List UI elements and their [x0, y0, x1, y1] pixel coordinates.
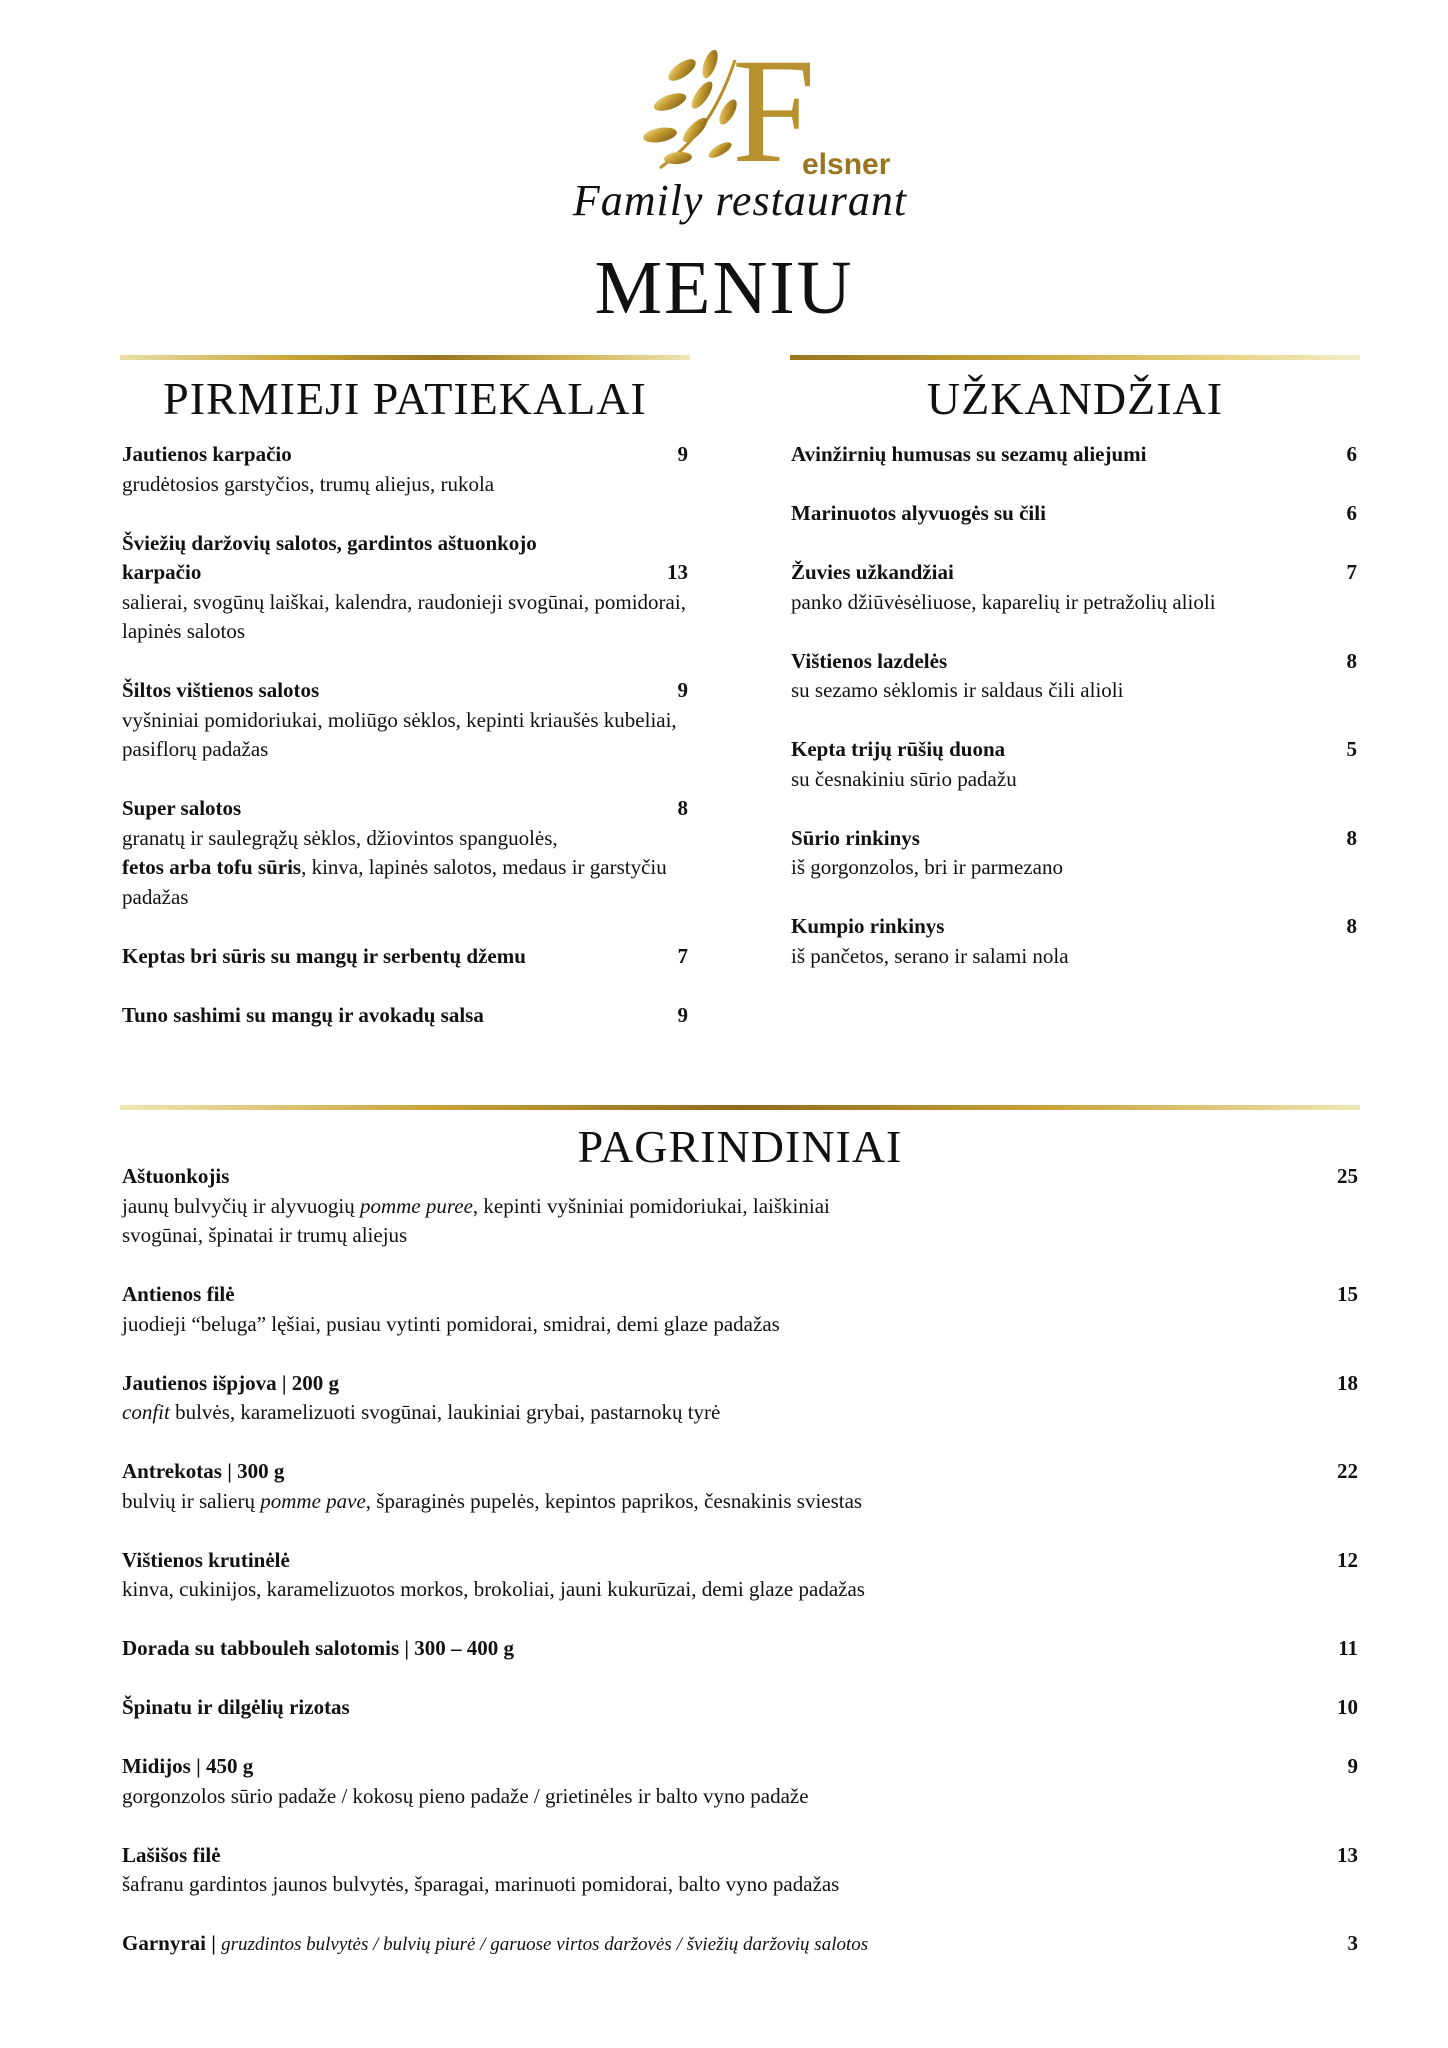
item-price: 6: [1346, 501, 1357, 525]
desc-part: jaunų bulvyčių ir alyvuogių: [122, 1193, 360, 1218]
item-description: panko džiūvėsėliuose, kaparelių ir petražolių alioli: [791, 589, 1216, 614]
item-price: 3: [1347, 1931, 1358, 1955]
menu-item: [122, 1369, 1358, 1428]
restaurant-logo: [640, 28, 900, 194]
desc-part: , šparaginės pupelės, kepintos paprikos, česnakinis sviestas: [365, 1488, 863, 1513]
item-name: Žuvies užkandžiai: [791, 560, 954, 584]
menu-item: [791, 440, 1357, 470]
mains-list: [122, 1162, 1358, 1960]
item-price: 5: [1346, 737, 1357, 761]
gold-divider-left: [120, 355, 690, 360]
item-name: Aštuonkojis: [122, 1164, 230, 1188]
item-name: Vištienos krutinėlė: [122, 1547, 290, 1572]
item-price: 9: [677, 1002, 688, 1027]
item-price: 8: [677, 796, 688, 820]
menu-item: [791, 647, 1357, 706]
menu-item: [791, 558, 1357, 617]
desc-part: bulvių ir salierų: [122, 1488, 261, 1513]
item-price: 9: [677, 678, 688, 702]
item-name: Keptas bri sūris su mangų ir serbentų džemu: [122, 943, 526, 968]
item-price: 15: [1337, 1282, 1358, 1306]
page-title: MENIU: [594, 246, 854, 330]
item-description: gorgonzolos sūrio padaže / kokosų pieno padaže / grietinėles ir balto vyno padaže: [122, 1783, 809, 1808]
desc-part: , kepinti vyšniniai pomidoriukai, laiškiniai svogūnai, špinatai ir trumų aliejus: [122, 1193, 830, 1247]
desc-part: bulvės, karamelizuoti svogūnai, laukiniai grybai, pastarnokų tyrė: [169, 1400, 721, 1424]
item-name: Šiltos vištienos salotos: [122, 678, 320, 702]
desc-italic: pomme pave: [260, 1488, 366, 1513]
section-title-mains: PAGRINDINIAI: [577, 1121, 903, 1172]
item-name: Tuno sashimi su mangų ir avokadų salsa: [122, 1002, 484, 1027]
menu-item: [791, 735, 1357, 794]
item-name: Jautienos karpačio: [122, 442, 292, 466]
item-name: Špinatu ir dilgėlių rizotas: [122, 1695, 350, 1719]
section-title-starters: PIRMIEJI PATIEKALAI: [163, 373, 647, 424]
item-description: [122, 1487, 1358, 1517]
item-name: Dorada su tabbouleh salotomis | 300 – 400 g: [122, 1636, 515, 1660]
item-price: 7: [1346, 560, 1357, 584]
logo-letter: F: [732, 28, 816, 194]
item-price: 11: [1338, 1636, 1358, 1660]
item-price: 8: [1346, 825, 1357, 850]
garnish-separator: |: [206, 1931, 222, 1955]
menu-item: [122, 1457, 1358, 1516]
item-description: su česnakiniu sūrio padažu: [791, 766, 1017, 791]
menu-item: [122, 676, 688, 765]
item-price: 6: [1346, 442, 1357, 466]
item-description: su sezamo sėklomis ir saldaus čili alioli: [791, 678, 1124, 702]
menu-item: [122, 1634, 1358, 1664]
gold-divider-right: [790, 355, 1360, 360]
menu-item: [122, 440, 688, 499]
item-description: grudėtosios garstyčios, trumų aliejus, rukola: [122, 471, 495, 496]
item-name: Midijos | 450 g: [122, 1754, 254, 1778]
item-name: Lašišos filė: [122, 1842, 221, 1867]
item-price: 13: [1337, 1842, 1358, 1867]
menu-item: [791, 499, 1357, 529]
item-price: 9: [1347, 1754, 1358, 1778]
item-price: 18: [1337, 1370, 1358, 1395]
item-description: vyšniniai pomidoriukai, moliūgo sėklos, kepinti kriaušės kubeliai, pasiflorų padažas: [122, 707, 677, 761]
desc-highlight: fetos arba tofu sūris: [122, 855, 302, 879]
menu-item: [791, 912, 1357, 971]
starters-list: [122, 440, 688, 1030]
item-description: iš pančetos, serano ir salami nola: [791, 943, 1069, 968]
garnish-row: [122, 1929, 1358, 1960]
desc-part: granatų ir saulegrąžų sėklos, džiovintos spanguolės,: [122, 825, 558, 850]
menu-item: [122, 1841, 1358, 1900]
item-description: [122, 824, 688, 913]
menu-item: [122, 529, 688, 647]
item-price: 13: [667, 560, 688, 584]
item-name: Kepta trijų rūšių duona: [791, 737, 1006, 761]
item-name: Kumpio rinkinys: [791, 914, 945, 938]
item-price: 8: [1346, 914, 1357, 938]
item-name: Vištienos lazdelės: [791, 648, 948, 673]
item-price: 7: [677, 943, 688, 968]
menu-item: [122, 1752, 1358, 1811]
desc-italic: pomme puree: [359, 1193, 473, 1218]
menu-item: [122, 794, 688, 912]
item-description: šafranu gardintos jaunos bulvytės, šparagai, marinuoti pomidorai, balto vyno padažas: [122, 1872, 840, 1896]
item-price: 8: [1346, 648, 1357, 673]
item-description: iš gorgonzolos, bri ir parmezano: [791, 855, 1063, 879]
item-name: Šviežių daržovių salotos, gardintos aštuonkojo karpačio: [122, 530, 537, 584]
item-name: Antienos filė: [122, 1282, 235, 1306]
menu-item: [122, 942, 688, 972]
item-price: 9: [677, 442, 688, 466]
menu-item: [122, 1162, 1358, 1251]
menu-item: [122, 1280, 1358, 1339]
item-name: Sūrio rinkinys: [791, 825, 920, 850]
item-description: [122, 1192, 862, 1251]
item-price: 10: [1337, 1695, 1358, 1719]
menu-item: [122, 1546, 1358, 1605]
item-name: Avinžirnių humusas su sezamų aliejumi: [791, 442, 1147, 466]
item-price: 12: [1337, 1547, 1358, 1572]
item-name: Super salotos: [122, 796, 242, 820]
item-description: [122, 1398, 1358, 1428]
item-price: 25: [1337, 1164, 1358, 1188]
menu-item: [791, 824, 1357, 883]
item-name: Antrekotas | 300 g: [122, 1459, 285, 1483]
gold-divider-full: [120, 1105, 1360, 1110]
logo-text: elsner: [802, 148, 891, 181]
menu-item: [122, 1693, 1358, 1723]
desc-part: , kinva, lapinės salotos, medaus ir garstyčiu padažas: [122, 855, 667, 909]
garnish-description: gruzdintos bulvytės / bulvių piurė / garuose virtos daržovės / šviežių daržovių salotos: [221, 1934, 869, 1955]
item-name: Marinuotos alyvuogės su čili: [791, 501, 1046, 525]
tagline: Family restaurant: [572, 176, 908, 225]
item-price: 22: [1337, 1459, 1358, 1483]
item-description: salierai, svogūnų laiškai, kalendra, raudonieji svogūnai, pomidorai, lapinės salotos: [122, 589, 686, 643]
item-name: Jautienos išpjova | 200 g: [122, 1370, 339, 1395]
section-title-snacks: UŽKANDŽIAI: [926, 373, 1224, 424]
desc-italic: confit: [122, 1400, 170, 1424]
garnish-name: Garnyrai: [122, 1931, 206, 1955]
snacks-list: [791, 440, 1357, 971]
item-description: kinva, cukinijos, karamelizuotos morkos, brokoliai, jauni kukurūzai, demi glaze padažas: [122, 1577, 865, 1601]
item-description: juodieji “beluga” lęšiai, pusiau vytinti pomidorai, smidrai, demi glaze padažas: [122, 1311, 780, 1336]
menu-item: [122, 1001, 688, 1031]
